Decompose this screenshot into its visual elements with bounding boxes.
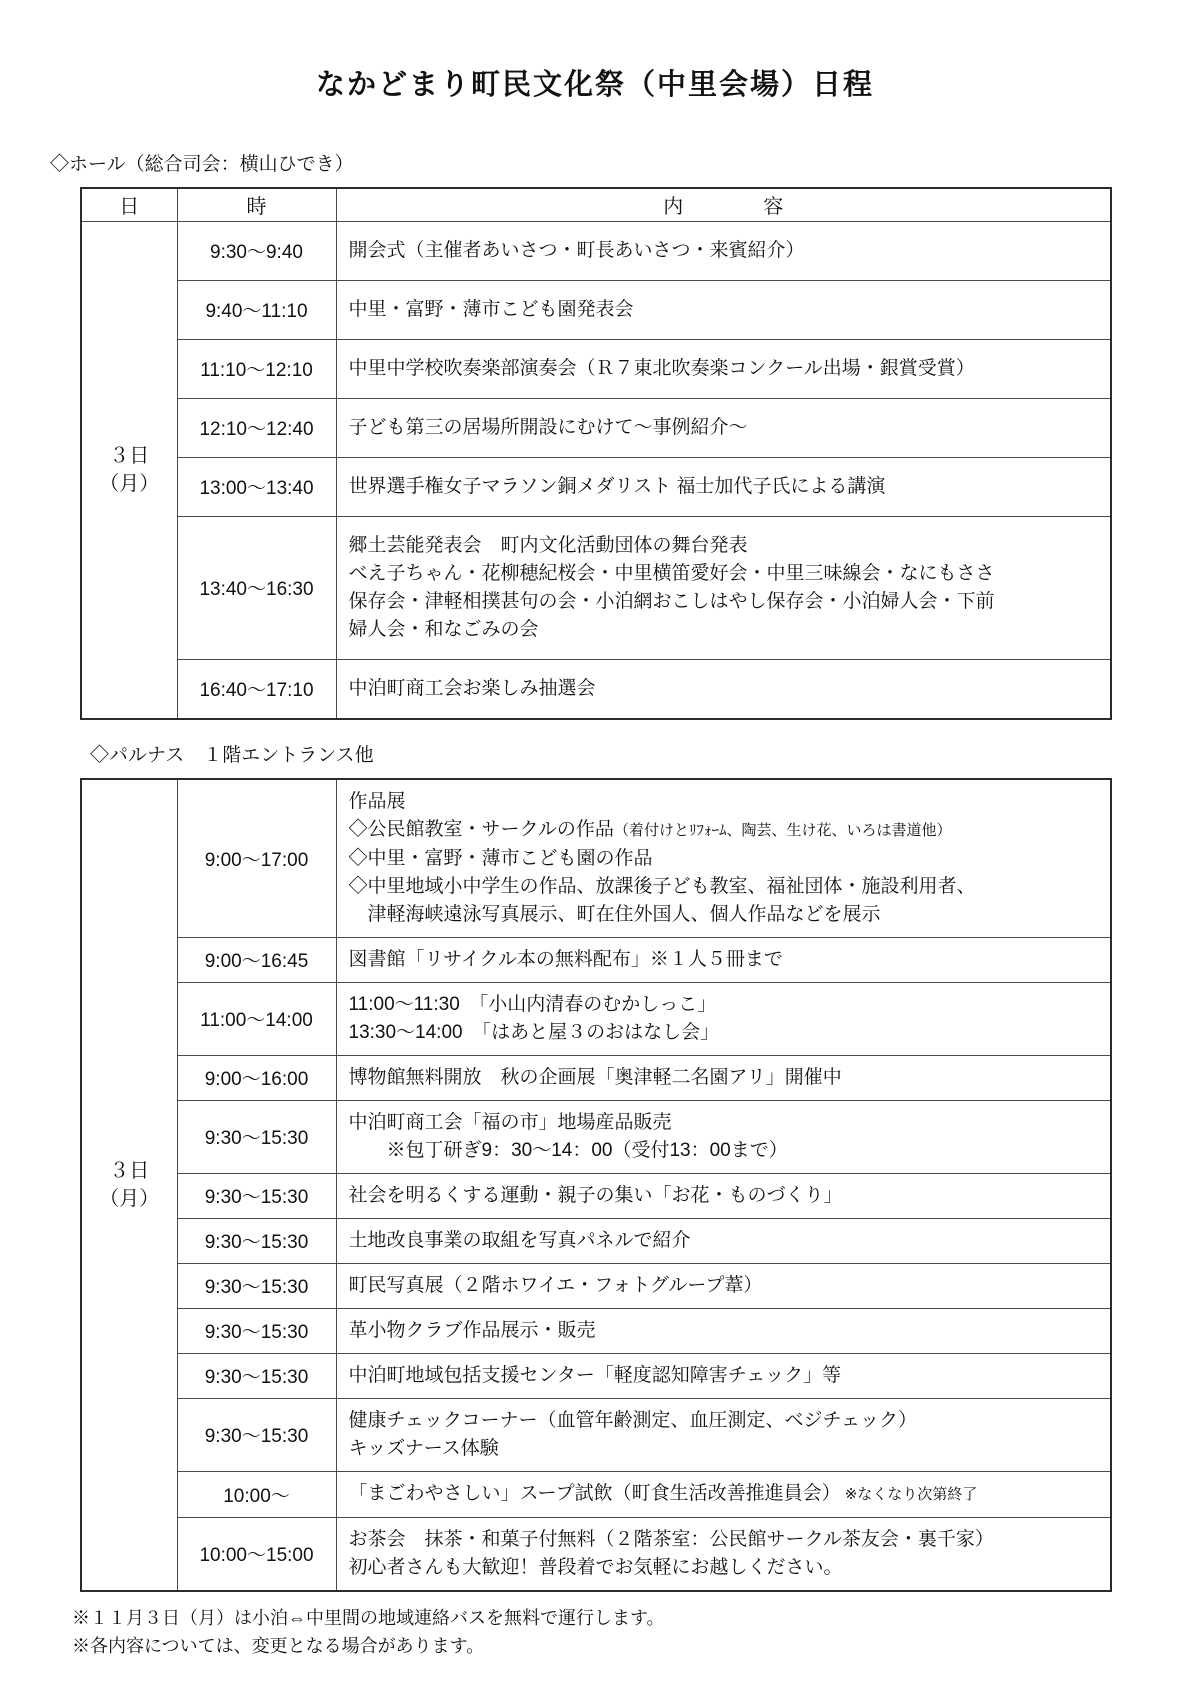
content-cell: 町民写真展（２階ホワイエ・フォトグループ葦） <box>336 1263 1111 1308</box>
header-day: 日 <box>81 188 177 221</box>
table-header-row <box>81 188 1111 221</box>
content-cell: 図書館「リサイクル本の無料配布」※１人５冊まで <box>336 937 1111 982</box>
parnas-schedule-table <box>80 778 1112 1592</box>
time-cell: 9:40～11:10 <box>177 280 336 339</box>
content-cell: 土地改良事業の取組を写真パネルで紹介 <box>336 1218 1111 1263</box>
content-cell: 中泊町地域包括支援センター「軽度認知障害チェック」等 <box>336 1353 1111 1398</box>
schedule-row <box>81 1100 1111 1173</box>
content-cell: 中泊町商工会「福の市」地場産品販売 ※包丁研ぎ9：30～14：00（受付13：00まで） <box>336 1100 1111 1173</box>
day-cell: ３日 （月） <box>81 221 177 719</box>
content-cell: 郷土芸能発表会 町内文化活動団体の舞台発表 べえ子ちゃん・花柳穂紀桜会・中里横笛愛好会・中里三味線会・なにもささ 保存会・津軽相撲甚句の会・小泊網おこしはやし保存会・小泊婦人会・下前 婦人会・和なごみの会 <box>336 516 1111 659</box>
footnote-bus: ※１１月３日（月）は小泊⇔中里間の地域連絡バスを無料で運行します。 <box>72 1607 665 1628</box>
content-cell: 中泊町商工会お楽しみ抽選会 <box>336 659 1111 719</box>
content-cell: 「まごわやさしい」スープ試飲（町食生活改善推進員会） ※なくなり次第終了 <box>336 1471 1111 1517</box>
time-cell: 9:30～15:30 <box>177 1308 336 1353</box>
schedule-row <box>81 659 1111 719</box>
time-cell: 9:00～17:00 <box>177 779 336 938</box>
schedule-row <box>81 982 1111 1055</box>
schedule-row <box>81 221 1111 280</box>
content-cell: 11:00～11:30 「小山内清春のむかしっこ」 13:30～14:00 「はあと屋３のおはなし会」 <box>336 982 1111 1055</box>
schedule-row <box>81 937 1111 982</box>
schedule-row <box>81 1308 1111 1353</box>
header-time: 時 <box>177 188 336 221</box>
content-cell: 開会式（主催者あいさつ・町長あいさつ・来賓紹介） <box>336 221 1111 280</box>
time-cell: 9:00～16:45 <box>177 937 336 982</box>
time-cell: 13:40～16:30 <box>177 516 336 659</box>
time-cell: 10:00～ <box>177 1471 336 1517</box>
schedule-row <box>81 457 1111 516</box>
time-cell: 9:30～15:30 <box>177 1100 336 1173</box>
schedule-row <box>81 1218 1111 1263</box>
content-cell: 博物館無料開放 秋の企画展「奥津軽二名園アリ」開催中 <box>336 1055 1111 1100</box>
time-cell: 13:00～13:40 <box>177 457 336 516</box>
hall-schedule-table <box>80 187 1112 720</box>
day-cell: ３日 （月） <box>81 779 177 1591</box>
section-heading-hall: ◇ホール（総合司会：横山ひでき） <box>50 154 354 175</box>
time-cell: 9:30～15:30 <box>177 1218 336 1263</box>
time-cell: 11:10～12:10 <box>177 339 336 398</box>
schedule-row <box>81 280 1111 339</box>
schedule-row <box>81 1263 1111 1308</box>
time-cell: 11:00～14:00 <box>177 982 336 1055</box>
content-cell: お茶会 抹茶・和菓子付無料（２階茶室：公民館サークル茶友会・裏千家） 初心者さんも大歓迎！普段着でお気軽にお越しください。 <box>336 1517 1111 1591</box>
content-cell: 作品展 ◇公民館教室・サークルの作品（着付けとﾘﾌｫｰﾑ、陶芸、生け花、いろは書道他） ◇中里・富野・薄市こども園の作品 ◇中里地域小中学生の作品、放課後子ども教室、福祉団体・施設利用者、 津軽海峡遠泳写真展示、町在住外国人、個人作品などを展示 <box>336 779 1111 938</box>
page-title: なかどまり町民文化祭（中里会場）日程 <box>315 69 874 101</box>
content-cell: 中里・富野・薄市こども園発表会 <box>336 280 1111 339</box>
time-cell: 10:00～15:00 <box>177 1517 336 1591</box>
schedule-row <box>81 779 1111 938</box>
header-content: 内 容 <box>336 188 1111 221</box>
time-cell: 9:30～15:30 <box>177 1353 336 1398</box>
content-cell: 世界選手権女子マラソン銅メダリスト 福士加代子氏による講演 <box>336 457 1111 516</box>
schedule-row <box>81 1353 1111 1398</box>
time-cell: 9:00～16:00 <box>177 1055 336 1100</box>
content-cell: 子ども第三の居場所開設にむけて～事例紹介～ <box>336 398 1111 457</box>
footnote-changes: ※各内容については、変更となる場合があります。 <box>72 1635 485 1656</box>
schedule-row <box>81 1173 1111 1218</box>
content-cell: 健康チェックコーナー（血管年齢測定、血圧測定、ベジチェック） キッズナース体験 <box>336 1398 1111 1471</box>
time-cell: 16:40～17:10 <box>177 659 336 719</box>
schedule-row <box>81 516 1111 659</box>
time-cell: 9:30～15:30 <box>177 1398 336 1471</box>
schedule-row <box>81 1517 1111 1591</box>
time-cell: 9:30～9:40 <box>177 221 336 280</box>
schedule-row <box>81 398 1111 457</box>
schedule-row <box>81 1471 1111 1517</box>
footnotes <box>72 1604 1110 1660</box>
schedule-row <box>81 1055 1111 1100</box>
time-cell: 12:10～12:40 <box>177 398 336 457</box>
content-cell: 社会を明るくする運動・親子の集い「お花・ものづくり」 <box>336 1173 1111 1218</box>
section-heading-parnas: ◇パルナス １階エントランス他 <box>90 744 374 766</box>
time-cell: 9:30～15:30 <box>177 1263 336 1308</box>
content-cell: 中里中学校吹奏楽部演奏会（Ｒ７東北吹奏楽コンクール出場・銀賞受賞） <box>336 339 1111 398</box>
schedule-row <box>81 1398 1111 1471</box>
schedule-row <box>81 339 1111 398</box>
time-cell: 9:30～15:30 <box>177 1173 336 1218</box>
content-cell: 革小物クラブ作品展示・販売 <box>336 1308 1111 1353</box>
